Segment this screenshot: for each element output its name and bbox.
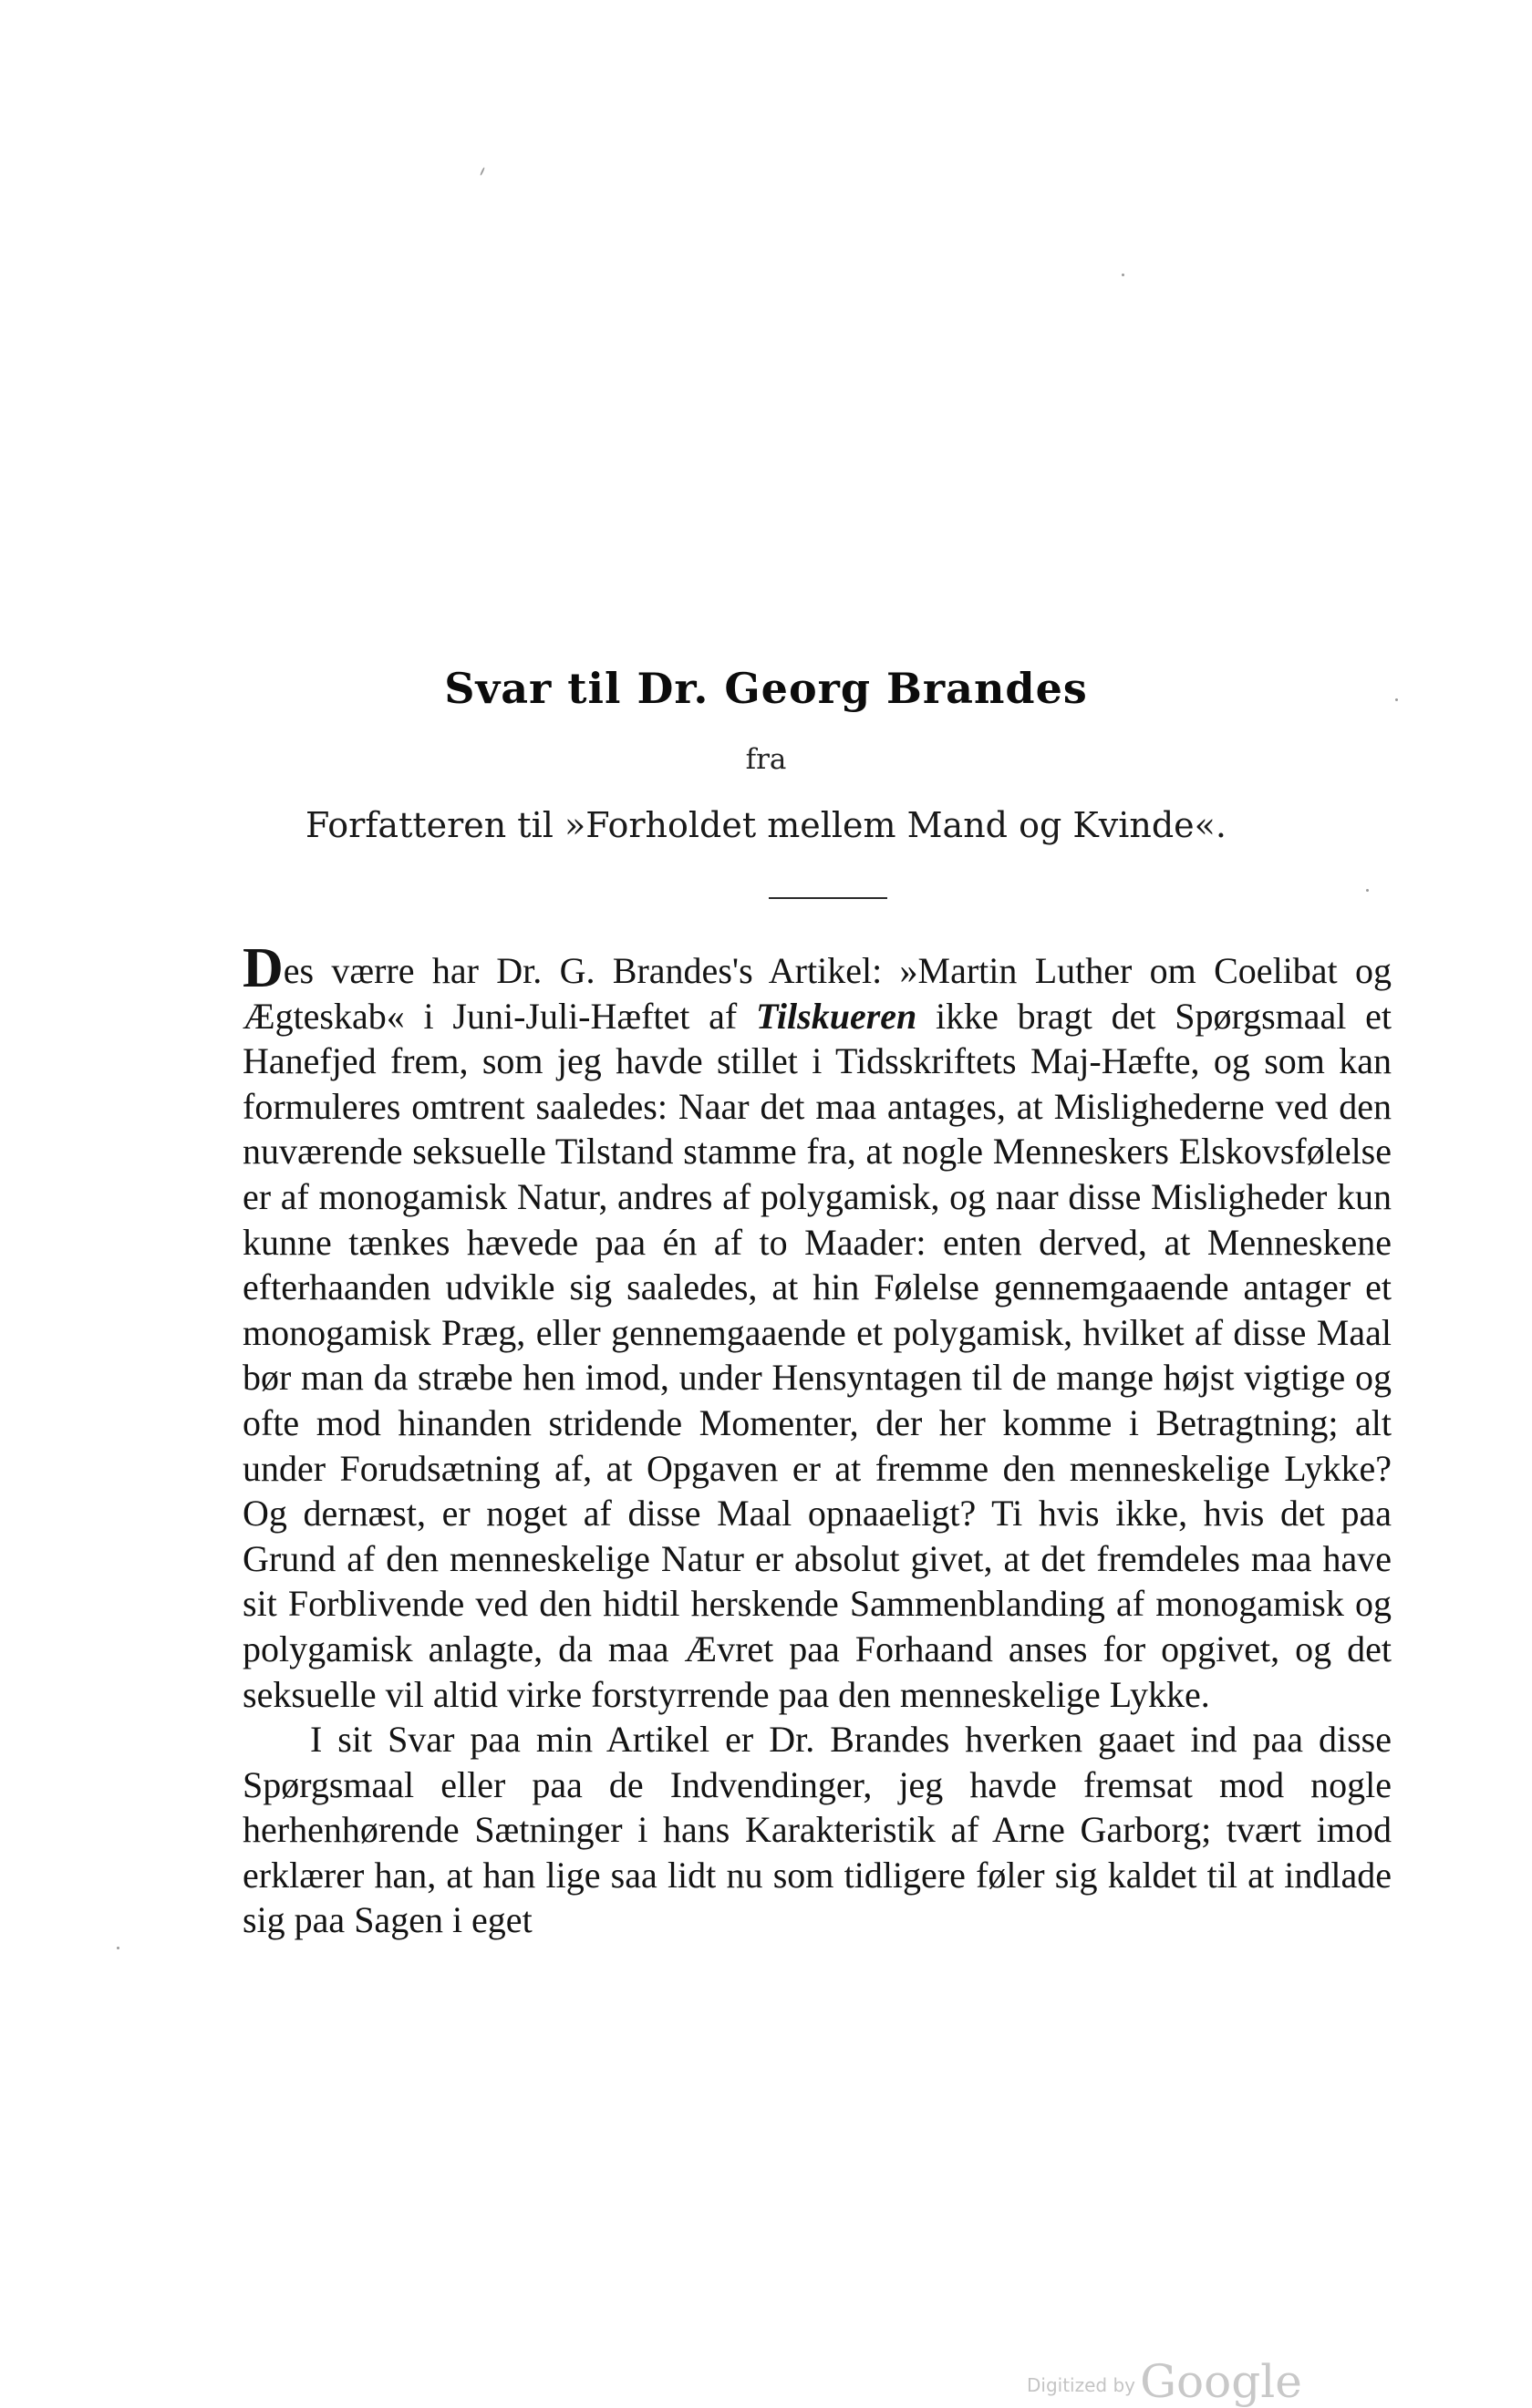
paragraph-1: [243, 937, 1392, 1717]
paper-speck: [117, 1947, 119, 1949]
article-byline-fra: fra: [745, 743, 787, 776]
paragraph-1-text-a: es værre har Dr. G. Brandes's Artikel: »Martin Luther om Coelibat og Ægteskab« i Juni-Juli-Hæftet af: [243, 950, 1392, 1037]
article-subtitle: Forfatteren til »Forholdet mellem Mand og Kvinde«.: [305, 805, 1227, 845]
watermark-prefix: Digitized by: [1027, 2374, 1135, 2396]
journal-name: Tilskueren: [755, 995, 917, 1037]
google-logo: Google: [1140, 2355, 1302, 2408]
article-body: [243, 937, 1392, 1943]
section-divider: [769, 897, 887, 899]
paper-speck: [1122, 274, 1124, 276]
paragraph-1-text-b: ikke bragt det Spørgsmaal et Hanefjed frem, som jeg havde stillet i Tidsskriftets Maj-Hæfte, og som kan formuleres omtrent saaledes: Naar det maa antages, at Mislighederne ved den nuværende seksuelle Tilstand stamme fra, at nogle Menneskers Elskovsfølelse er af monogamisk Natur, andres af polygamisk, og naar disse Misligheder kun kunne tænkes hævede paa én af to Maader: enten derved, at Menneskene efterhaanden udvikle sig saaledes, at hin Følelse gennemgaaende antager et monogamisk Præg, eller gennemgaaende et polygamisk, hvilket af disse Maal bør man da stræbe hen imod, under Hensyntagen til de mange højst vigtige og ofte mod hinanden stridende Momenter, der her komme i Betragtning; alt under Forudsætning af, at Opgaven er at fremme den menneskelige Lykke? Og dernæst, er noget af disse Maal opnaaeligt? Ti hvis ikke, hvis det paa Grund af den menneskelige Natur er absolut givet, at det fremdeles maa have sit Forblivende ved den hidtil herskende Sammenblanding af monogamisk og polygamisk anlagte, da maa Ævret paa Forhaand anses for opgivet, og det seksuelle vil altid virke forstyrrende paa den menneskelige Lykke.: [243, 995, 1392, 1715]
digitized-watermark: [1027, 2355, 1302, 2408]
drop-cap: D: [243, 937, 284, 999]
paper-speck: [480, 167, 485, 176]
paragraph-2: I sit Svar paa min Artikel er Dr. Brandes hverken gaaet ind paa disse Spørgsmaal eller paa de Indvendinger, jeg havde fremsat mod nogle herhenhørende Sætninger i hans Karakteristik af Arne Garborg; tvært imod erklærer han, at han lige saa lidt nu som tidligere føler sig kaldet til at indlade sig paa Sagen i eget: [243, 1719, 1392, 1941]
article-title: Svar til Dr. Georg Brandes: [444, 664, 1088, 713]
paper-speck: [1366, 889, 1369, 892]
